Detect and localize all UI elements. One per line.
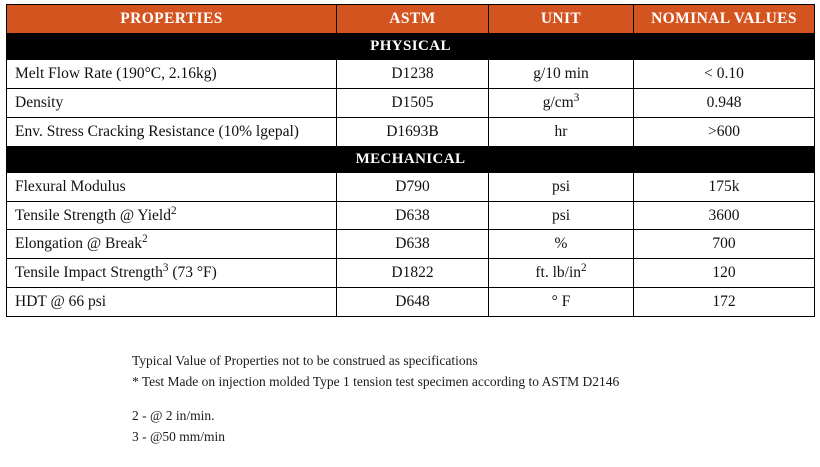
footnote-2: 2 - @ 2 in/min. (132, 407, 215, 423)
unit-text: psi (551, 177, 571, 195)
table-row (7, 230, 815, 259)
property-name: Density (7, 88, 337, 117)
property-unit (489, 230, 634, 259)
property-unit (489, 201, 634, 230)
table-row (7, 288, 815, 317)
unit-text: ft. lb/in (535, 264, 582, 282)
property-name (7, 201, 337, 230)
property-value: 120 (634, 259, 815, 288)
property-value: 175k (634, 172, 815, 201)
property-unit (489, 172, 634, 201)
section-row-physical (7, 33, 815, 59)
property-superscript: 3 (162, 262, 169, 275)
property-name: Env. Stress Cracking Resistance (10% lgepal) (7, 117, 337, 146)
section-row-mechanical (7, 146, 815, 172)
property-astm: D1693B (337, 117, 489, 146)
property-unit (489, 288, 634, 317)
property-text: Elongation @ Break (15, 235, 143, 253)
property-astm: D1505 (337, 88, 489, 117)
table-row (7, 60, 815, 89)
unit-text: hr (554, 122, 568, 140)
column-header-unit: UNIT (489, 5, 634, 34)
property-astm: D638 (337, 201, 489, 230)
property-astm: D648 (337, 288, 489, 317)
unit-superscript: 2 (581, 262, 587, 275)
property-unit (489, 259, 634, 288)
footnote-spacer (132, 393, 814, 406)
property-value: >600 (634, 117, 815, 146)
property-astm: D1238 (337, 60, 489, 89)
unit-text: ° F (551, 293, 571, 310)
unit-text: psi (551, 206, 571, 224)
unit-text: g/cm (542, 93, 574, 111)
property-text: Tensile Strength @ Yield (15, 206, 171, 224)
material-properties-table (6, 4, 815, 317)
column-header-properties: PROPERTIES (7, 5, 337, 34)
property-name: Flexural Modulus (7, 172, 337, 201)
property-unit (489, 117, 634, 146)
footnote-typical-value: Typical Value of Properties not to be construed as specifications (132, 352, 478, 368)
table-row (7, 259, 815, 288)
property-value: 172 (634, 288, 815, 317)
property-unit (489, 88, 634, 117)
section-label-mechanical: MECHANICAL (7, 146, 815, 172)
header-row (7, 5, 815, 34)
property-name: HDT @ 66 psi (7, 288, 337, 317)
table-row (7, 172, 815, 201)
property-astm: D790 (337, 172, 489, 201)
footnotes (132, 351, 814, 448)
table-row (7, 117, 815, 146)
table-row (7, 201, 815, 230)
property-superscript: 2 (170, 204, 177, 217)
property-value: 0.948 (634, 88, 815, 117)
property-astm: D638 (337, 230, 489, 259)
property-value: < 0.10 (634, 60, 815, 89)
property-name (7, 259, 337, 288)
column-header-astm: ASTM (337, 5, 489, 34)
unit-text: % (554, 235, 568, 253)
property-name: Melt Flow Rate (190°C, 2.16kg) (7, 60, 337, 89)
table-body (7, 33, 815, 316)
table-header (7, 5, 815, 34)
property-text-tail: (73 °F) (168, 264, 217, 282)
table-row (7, 88, 815, 117)
property-name (7, 230, 337, 259)
column-header-nominal-values: NOMINAL VALUES (634, 5, 815, 34)
property-value: 3600 (634, 201, 815, 230)
property-astm: D1822 (337, 259, 489, 288)
unit-text: g/10 min (533, 65, 589, 83)
unit-superscript: 3 (573, 91, 580, 104)
property-text: Tensile Impact Strength (15, 264, 163, 282)
footnote-test-method: * Test Made on injection molded Type 1 tension test specimen according to ASTM D2146 (132, 373, 620, 389)
property-superscript: 2 (142, 233, 148, 246)
property-unit (489, 60, 634, 89)
property-value: 700 (634, 230, 815, 259)
footnote-3: 3 - @50 mm/min (132, 428, 226, 444)
section-label-physical: PHYSICAL (7, 33, 815, 59)
